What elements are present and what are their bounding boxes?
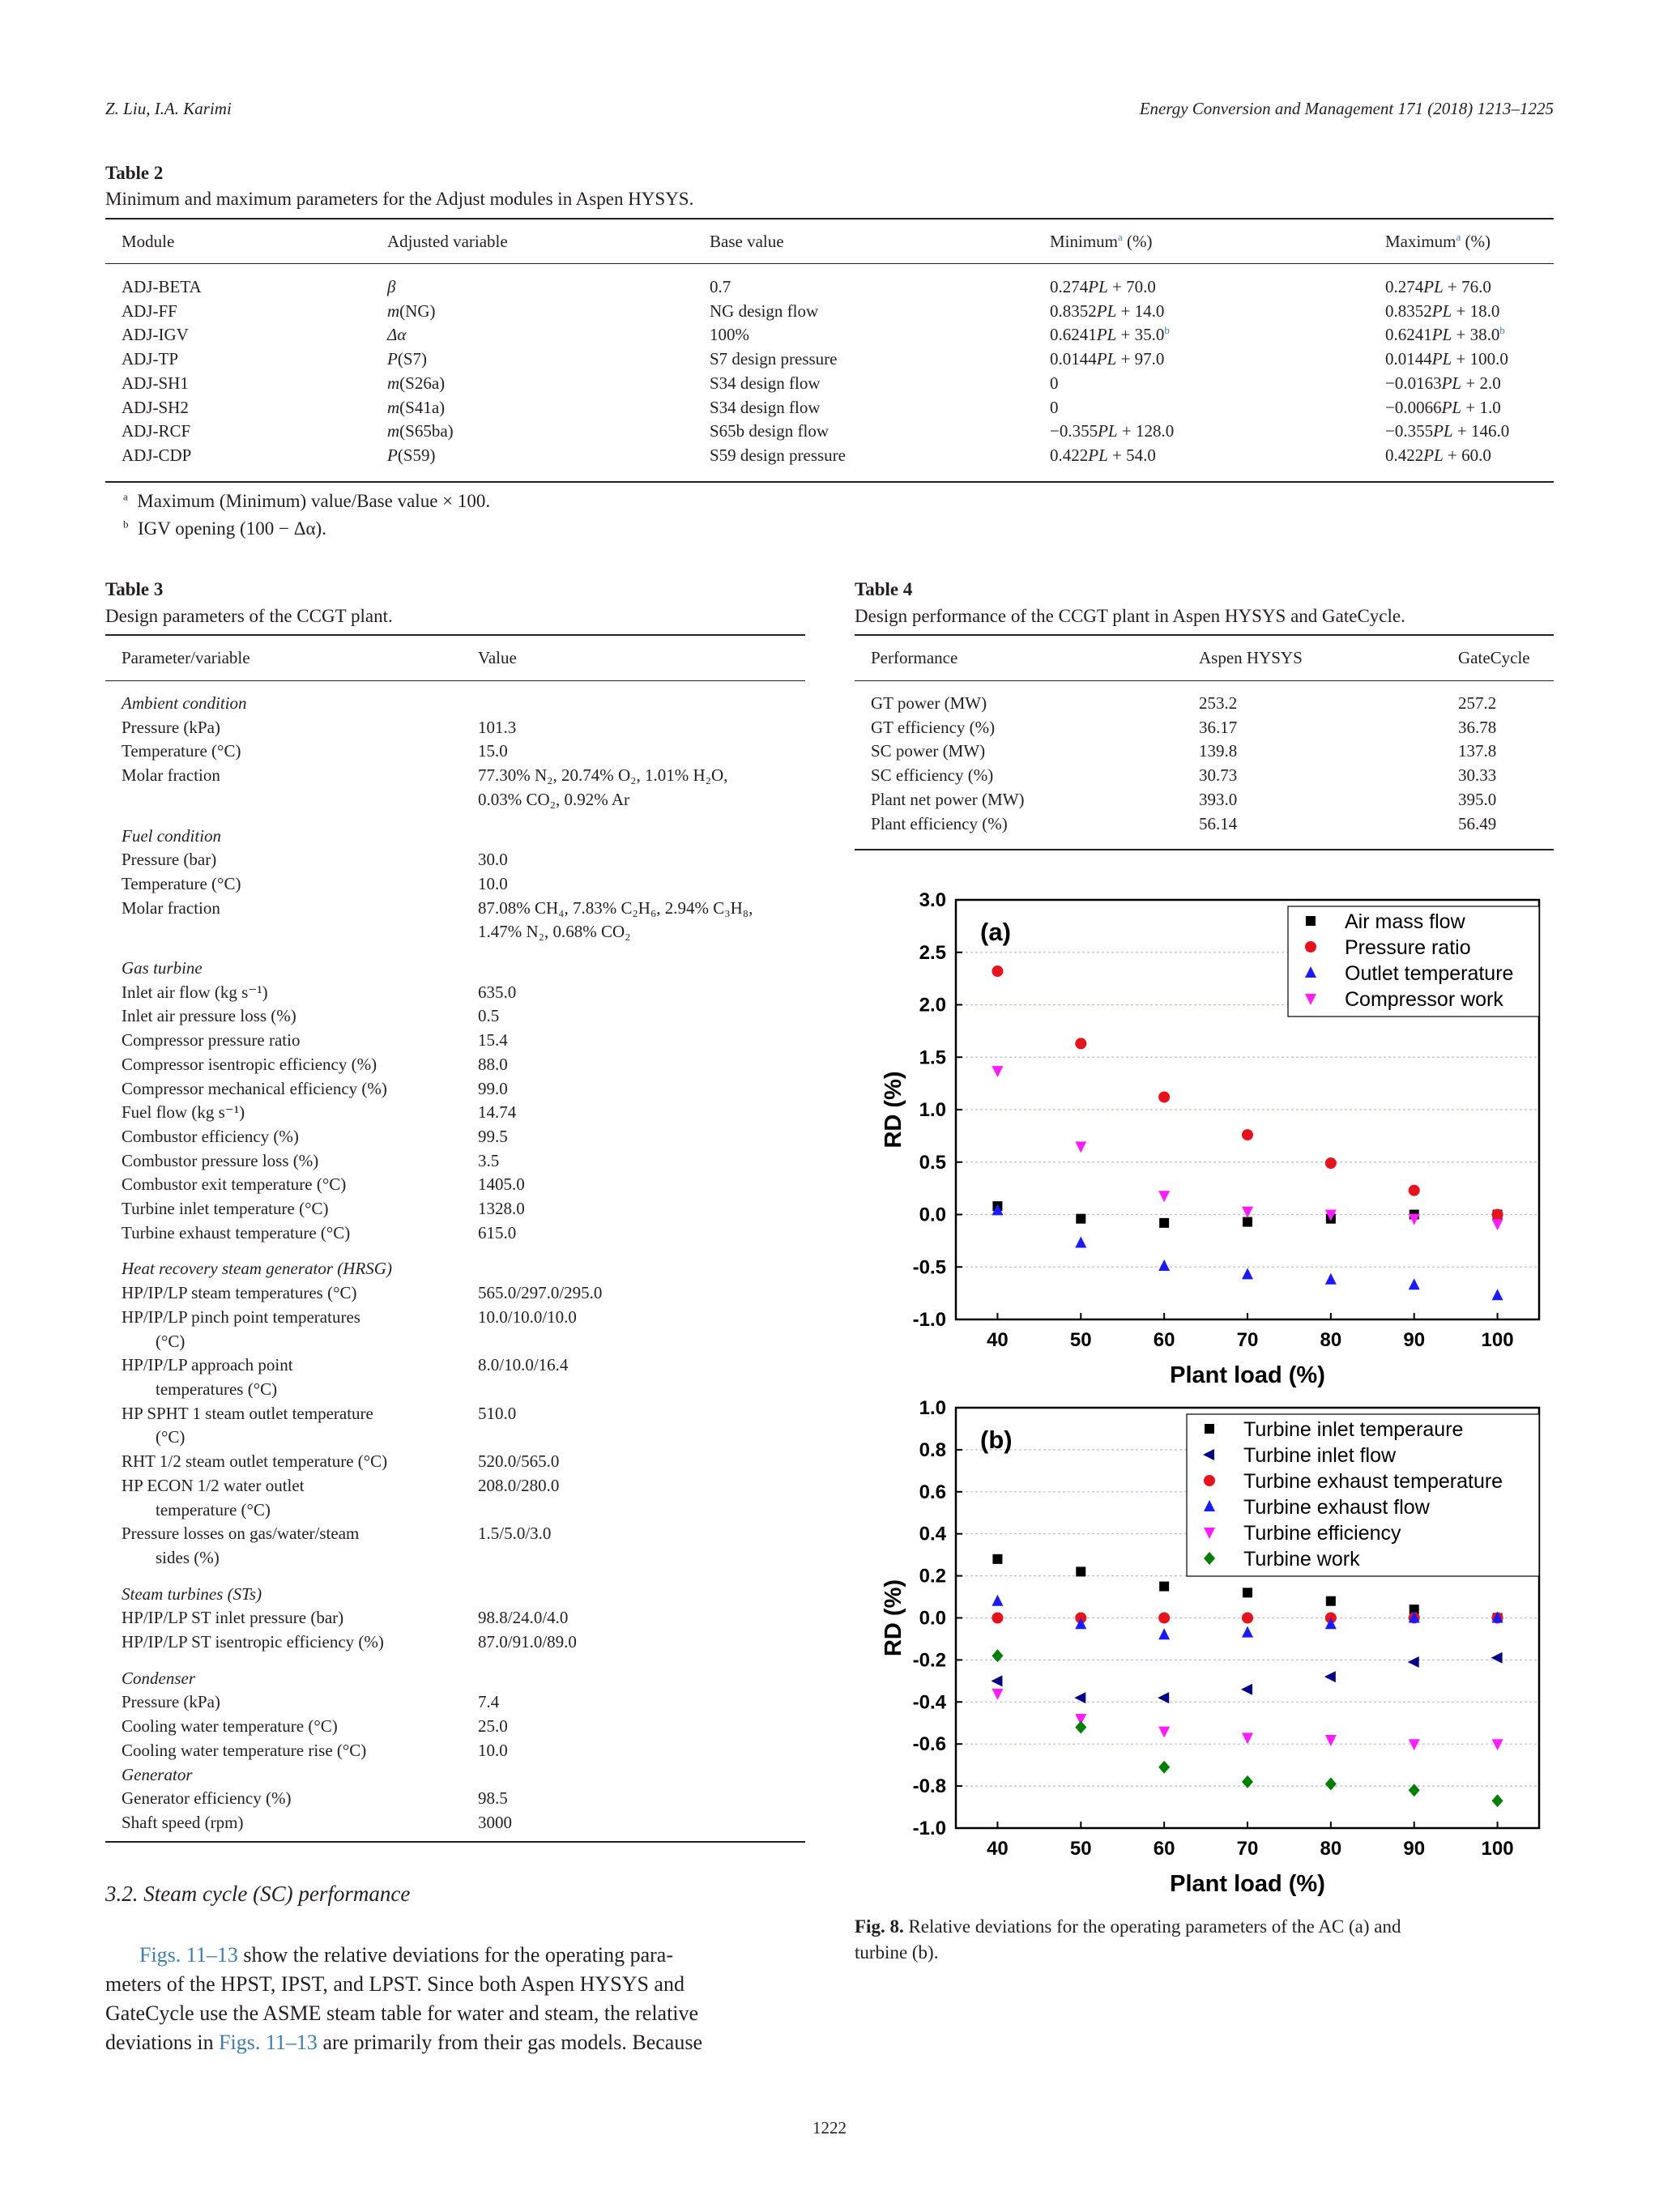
table-row xyxy=(122,444,1554,468)
table2-min: 0.6241PL + 35.0$^b$ xyxy=(1050,324,1170,345)
table-row xyxy=(122,372,1554,396)
table-row: SC efficiency (%) 30.73 30.33 xyxy=(871,765,1497,786)
x-tick-label: 90 xyxy=(1403,1329,1426,1351)
figure-caption: Fig. 8. Relative deviations for the operating parameters of the AC (a) and turbine (b). xyxy=(855,1916,1401,1963)
table2-min: 0 xyxy=(1050,373,1059,393)
table2-base: S34 design flow xyxy=(710,397,821,417)
y-tick-label: 0.8 xyxy=(919,1438,946,1461)
table-row: Pressure (bar) 30.0 xyxy=(122,850,508,870)
figs-link[interactable]: Figs. 11–13 xyxy=(139,1943,238,1967)
data-point xyxy=(1243,1588,1252,1597)
legend-label: Turbine exhaust temperature xyxy=(1243,1470,1503,1493)
data-point xyxy=(1326,1596,1336,1606)
table-row: Cooling water temperature (°C) 25.0 xyxy=(122,1716,508,1737)
data-point xyxy=(1491,1652,1503,1664)
data-point xyxy=(1076,1214,1085,1224)
table2-base: S59 design pressure xyxy=(710,445,846,465)
data-point xyxy=(1408,1656,1419,1668)
page-number: 1222 xyxy=(812,2118,847,2137)
table2-min: −0.355PL + 128.0 xyxy=(1050,421,1175,441)
table-row: Turbine exhaust temperature (°C) 615.0 xyxy=(122,1222,517,1242)
table-row: Pressure losses on gas/water/steam 1.5/5.0/3.0 xyxy=(122,1524,552,1544)
table-row: 1.47% N₂, 0.68% CO₂ xyxy=(478,922,631,942)
table-row xyxy=(122,396,1554,420)
chart-b xyxy=(867,1387,1555,1905)
y-tick-label: -1.0 xyxy=(912,1309,946,1331)
y-tick-label: 3.0 xyxy=(919,889,946,911)
table3-label: Table 3 xyxy=(105,579,164,599)
table-row: Compressor pressure ratio 15.4 xyxy=(122,1030,508,1051)
figs-link[interactable]: Figs. 11–13 xyxy=(219,2031,318,2054)
table-row: Pressure (kPa) 101.3 xyxy=(122,717,517,737)
table-row: Combustor efficiency (%) 99.5 xyxy=(122,1126,508,1146)
data-point xyxy=(1492,1794,1503,1807)
data-point xyxy=(992,1613,1003,1624)
table-row: Generator efficiency (%) 98.5 xyxy=(122,1788,508,1809)
table2-label: Table 2 xyxy=(105,163,164,183)
table3-header-rule xyxy=(105,680,805,681)
data-point xyxy=(1158,1191,1170,1202)
x-tick-label: 50 xyxy=(1069,1329,1092,1351)
table4-col-hysys: Aspen HYSYS xyxy=(1199,648,1303,667)
series-turbine-work xyxy=(992,1649,1503,1807)
table2-max: 0.8352PL + 18.0 xyxy=(1385,300,1500,321)
series-turbine-efficiency xyxy=(992,1689,1503,1750)
data-point xyxy=(1409,1214,1420,1225)
table2-min: 0 xyxy=(1050,397,1059,417)
y-tick-label: -1.0 xyxy=(912,1818,946,1839)
y-tick-label: 2.5 xyxy=(919,941,946,964)
x-tick-label: 60 xyxy=(1153,1838,1175,1860)
legend-label: Turbine inlet temperaure xyxy=(1243,1418,1464,1441)
table2-max: −0.0066PL + 1.0 xyxy=(1385,397,1501,417)
table4-col-performance: Performance xyxy=(871,648,958,667)
table-row: SC power (MW) 139.8 137.8 xyxy=(871,741,1497,761)
table-row: Molar fraction 77.30% N₂, 20.74% O₂, 1.01% H₂O, xyxy=(122,765,728,786)
table-row: HP/IP/LP ST isentropic efficiency (%) 87.0/91.0/89.0 xyxy=(122,1632,577,1652)
y-tick-label: -0.5 xyxy=(912,1256,946,1279)
x-tick-label: 100 xyxy=(1481,1838,1514,1860)
data-point xyxy=(992,1066,1003,1077)
panel-label: (b) xyxy=(980,1426,1013,1454)
table-row: Compressor isentropic efficiency (%) 88.0 xyxy=(122,1054,508,1074)
running-header-journal: Energy Conversion and Management 171 (2018) 1213–1225 xyxy=(1139,99,1554,118)
table-row: GT efficiency (%) 36.17 36.78 xyxy=(871,717,1497,737)
x-tick-label: 70 xyxy=(1236,1329,1259,1351)
y-tick-label: -0.8 xyxy=(912,1775,946,1798)
table2-base: S34 design flow xyxy=(710,373,821,393)
data-point xyxy=(1492,1219,1503,1230)
table2-max: −0.355PL + 146.0 xyxy=(1385,421,1510,441)
y-tick-label: -0.4 xyxy=(912,1691,946,1714)
x-tick-label: 80 xyxy=(1320,1329,1342,1351)
x-tick-label: 40 xyxy=(987,1838,1009,1860)
table-row: sides (%) xyxy=(156,1547,220,1567)
table-row: Pressure (kPa) 7.4 xyxy=(122,1692,500,1712)
data-point xyxy=(1159,1218,1169,1228)
data-point xyxy=(1409,1185,1420,1196)
data-point xyxy=(1242,1129,1253,1140)
y-tick-label: 0.0 xyxy=(919,1204,946,1226)
table-row xyxy=(122,300,1554,324)
table-row: Inlet air pressure loss (%) 0.5 xyxy=(122,1006,500,1026)
y-tick-label: 0.6 xyxy=(919,1481,946,1503)
table-row: Turbine inlet temperature (°C) 1328.0 xyxy=(122,1199,525,1219)
data-point xyxy=(1241,1684,1252,1695)
table-row: Plant efficiency (%) 56.14 56.49 xyxy=(871,813,1497,833)
section-paragraph: Figs. 11–13 show the relative deviations for the operating para- meters of the HPST, IPST, and LPST. Since both Aspen HYSYS and GateCycle use the ASME steam table for water and steam, the relative deviations in Figs. 11–13 are primarily from their gas models. Because xyxy=(105,1943,702,2054)
table2-variable: β xyxy=(387,277,396,296)
data-point xyxy=(1158,1259,1170,1271)
legend-label: Turbine exhaust flow xyxy=(1243,1496,1430,1519)
table3-col-value: Value xyxy=(478,648,517,667)
y-tick-label: 0.5 xyxy=(919,1151,946,1174)
table3-section-steam-turbines: Steam turbines (STs) xyxy=(122,1583,262,1604)
table-row: Combustor pressure loss (%) 3.5 xyxy=(122,1150,500,1170)
legend-label: Turbine inlet flow xyxy=(1243,1444,1397,1467)
table2-module: ADJ-FF xyxy=(122,300,177,321)
y-tick-label: 1.0 xyxy=(919,1099,946,1121)
table2-top-rule xyxy=(105,218,1554,219)
table-row: Inlet air flow (kg s⁻¹) 635.0 xyxy=(122,982,517,1002)
table-row: Temperature (°C) 15.0 xyxy=(122,741,508,761)
table2-base: NG design flow xyxy=(710,300,819,321)
legend-marker xyxy=(1305,941,1316,953)
data-point xyxy=(1158,1727,1170,1738)
table2-footnote-b: $^b$ IGV opening (100 − Δα). xyxy=(123,518,326,539)
table-row: HP SPHT 1 steam outlet temperature 510.0 xyxy=(122,1403,517,1423)
data-point xyxy=(1325,1157,1337,1169)
y-tick-label: 1.0 xyxy=(919,1397,946,1419)
table-row: Combustor exit temperature (°C) 1405.0 xyxy=(122,1174,525,1195)
data-point xyxy=(1074,1692,1085,1703)
table2-variable: m(NG) xyxy=(387,300,436,321)
table2-module: ADJ-BETA xyxy=(122,277,202,296)
table-row: HP/IP/LP steam temperatures (°C) 565.0/297.0/295.0 xyxy=(122,1283,603,1303)
table2-variable: m(S41a) xyxy=(387,397,446,417)
data-point xyxy=(1158,1091,1170,1102)
table-row: 0.03% CO₂, 0.92% Ar xyxy=(478,789,629,809)
data-point xyxy=(1242,1207,1253,1218)
table3-bottom-rule xyxy=(105,1841,805,1843)
data-point xyxy=(1158,1761,1170,1774)
table-row xyxy=(122,275,1554,300)
table-row: RHT 1/2 steam outlet temperature (°C) 520.0/565.0 xyxy=(122,1451,560,1472)
table2-variable: P(S59) xyxy=(387,445,436,465)
table2-max: 0.0144PL + 100.0 xyxy=(1385,349,1508,369)
x-tick-label: 90 xyxy=(1403,1838,1426,1860)
y-axis-label: RD (%) xyxy=(881,1579,906,1657)
table3-section-hrsg: Heat recovery steam generator (HRSG) xyxy=(122,1259,392,1279)
table2-module: ADJ-TP xyxy=(122,349,179,369)
table2-min: 0.8352PL + 14.0 xyxy=(1050,300,1165,321)
data-point xyxy=(1075,1038,1086,1049)
table2-col-max: Maximum$^a$ (%) xyxy=(1385,231,1491,251)
data-point xyxy=(1325,1273,1337,1285)
panel-label: (a) xyxy=(980,918,1011,946)
data-point xyxy=(1242,1268,1253,1279)
series-compressor-work xyxy=(992,1066,1503,1230)
y-tick-label: 0.2 xyxy=(919,1565,946,1588)
data-point xyxy=(1409,1278,1420,1289)
table4-label: Table 4 xyxy=(855,579,913,599)
table-row xyxy=(122,420,1554,444)
x-tick-label: 80 xyxy=(1320,1838,1342,1860)
x-axis-label: Plant load (%) xyxy=(1170,1362,1325,1388)
table2-min: 0.274PL + 70.0 xyxy=(1050,277,1156,296)
table-row: Plant net power (MW) 393.0 395.0 xyxy=(871,789,1497,809)
table-row: Compressor mechanical efficiency (%) 99.0 xyxy=(122,1078,508,1098)
table2-caption: Minimum and maximum parameters for the Adjust modules in Aspen HYSYS. xyxy=(105,189,694,209)
data-point xyxy=(991,1675,1002,1686)
table3-section-gas-turbine: Gas turbine xyxy=(122,958,203,978)
table2-body xyxy=(122,275,1554,468)
table2-module: ADJ-CDP xyxy=(122,445,192,465)
table4-header-rule xyxy=(855,680,1554,681)
table2-footnote-a: $^a$ Maximum (Minimum) value/Base value × 100. xyxy=(123,490,491,511)
y-tick-label: -0.2 xyxy=(912,1649,946,1672)
table4-top-rule xyxy=(855,634,1554,636)
x-tick-label: 70 xyxy=(1236,1838,1259,1860)
table2-variable: P(S7) xyxy=(387,349,427,369)
data-point xyxy=(1075,1720,1086,1733)
data-point xyxy=(1158,1628,1170,1639)
table2-col-module: Module xyxy=(122,232,175,251)
table-row: temperature (°C) xyxy=(156,1499,271,1519)
table2-max: −0.0163PL + 2.0 xyxy=(1385,373,1501,393)
x-tick-label: 60 xyxy=(1153,1329,1175,1351)
legend-label: Pressure ratio xyxy=(1345,936,1471,959)
legend-marker xyxy=(1204,1475,1215,1486)
chart-a xyxy=(867,879,1555,1397)
table2-base: S65b design flow xyxy=(710,421,829,441)
table3-caption: Design parameters of the CCGT plant. xyxy=(105,606,393,626)
table2-min: 0.0144PL + 97.0 xyxy=(1050,349,1165,369)
data-point xyxy=(1075,1236,1086,1247)
table-row: temperatures (°C) xyxy=(156,1379,278,1399)
legend-label: Turbine efficiency xyxy=(1243,1522,1401,1545)
data-point xyxy=(1158,1613,1170,1624)
y-tick-label: 0.4 xyxy=(919,1523,946,1545)
table2-max: 0.6241PL + 38.0$^b$ xyxy=(1385,324,1505,345)
data-point xyxy=(1325,1778,1337,1791)
data-point xyxy=(992,1554,1002,1564)
table-row: HP/IP/LP pinch point temperatures 10.0/10.0/10.0 xyxy=(122,1306,577,1327)
data-point xyxy=(1409,1739,1420,1750)
table2-base: S7 design pressure xyxy=(710,349,838,369)
data-point xyxy=(1242,1626,1253,1638)
table2-module: ADJ-RCF xyxy=(122,421,191,441)
data-point xyxy=(1324,1671,1336,1682)
table3-body xyxy=(122,692,802,1835)
table2-max: 0.422PL + 60.0 xyxy=(1385,445,1491,465)
table2-col-base: Base value xyxy=(710,232,784,251)
data-point xyxy=(1492,1289,1503,1300)
table2-base: 0.7 xyxy=(710,277,731,296)
table2-variable: m(S65ba) xyxy=(387,421,454,441)
data-point xyxy=(1242,1733,1253,1744)
table-row: Cooling water temperature rise (°C) 10.0 xyxy=(122,1740,508,1760)
table3-section-condenser: Condenser xyxy=(122,1668,195,1688)
legend-label: Outlet temperature xyxy=(1345,962,1514,985)
data-point xyxy=(1242,1613,1253,1624)
table-row: HP/IP/LP approach point 8.0/10.0/16.4 xyxy=(122,1355,569,1375)
running-header-authors: Z. Liu, I.A. Karimi xyxy=(105,99,232,118)
data-point xyxy=(1492,1209,1503,1221)
legend-label: Turbine work xyxy=(1243,1548,1360,1571)
data-point xyxy=(992,1595,1003,1606)
table4-col-gatecycle: GateCycle xyxy=(1458,648,1530,667)
table2-base: 100% xyxy=(710,325,749,345)
y-tick-label: 1.5 xyxy=(919,1046,946,1069)
legend-label: Compressor work xyxy=(1345,988,1503,1011)
data-point xyxy=(1243,1217,1252,1227)
x-tick-label: 40 xyxy=(987,1329,1009,1351)
legend-marker xyxy=(1205,1424,1214,1434)
table3-top-rule xyxy=(105,634,805,636)
table2-module: ADJ-IGV xyxy=(122,325,189,345)
table-row: (°C) xyxy=(156,1427,186,1447)
data-point xyxy=(1159,1582,1169,1592)
table4-bottom-rule xyxy=(855,849,1554,850)
table-row: Fuel flow (kg s⁻¹) 14.74 xyxy=(122,1102,517,1123)
table2-min: 0.422PL + 54.0 xyxy=(1050,445,1156,465)
table2-col-variable: Adjusted variable xyxy=(387,232,508,251)
data-point xyxy=(1076,1566,1085,1576)
y-tick-label: 2.0 xyxy=(919,994,946,1016)
table-row xyxy=(122,323,1554,347)
x-tick-label: 50 xyxy=(1069,1838,1092,1860)
table-row: GT power (MW) 253.2 257.2 xyxy=(871,693,1497,713)
data-point xyxy=(1075,1141,1086,1153)
table-row: HP ECON 1/2 water outlet 208.0/280.0 xyxy=(122,1475,560,1495)
data-point xyxy=(1158,1692,1169,1703)
data-point xyxy=(1325,1735,1337,1746)
section-heading: 3.2. Steam cycle (SC) performance xyxy=(105,1882,411,1906)
table3-section-ambient: Ambient condition xyxy=(122,693,247,713)
x-tick-label: 100 xyxy=(1481,1329,1514,1351)
table4-body xyxy=(871,692,1554,836)
table2-variable: Δα xyxy=(387,325,407,345)
table2-module: ADJ-SH1 xyxy=(122,373,189,393)
data-point xyxy=(992,965,1003,977)
data-point xyxy=(1492,1739,1503,1750)
table-row: (°C) xyxy=(156,1331,186,1351)
table-row: HP/IP/LP ST inlet pressure (bar) 98.8/24.0/4.0 xyxy=(122,1608,569,1628)
table3-section-fuel: Fuel condition xyxy=(122,825,222,846)
table4-caption: Design performance of the CCGT plant in Aspen HYSYS and GateCycle. xyxy=(855,606,1405,626)
table-row xyxy=(122,347,1554,372)
table2-col-min: Minimum$^a$ (%) xyxy=(1050,231,1153,251)
table2-module: ADJ-SH2 xyxy=(122,397,189,417)
y-tick-label: 0.0 xyxy=(919,1607,946,1630)
table3-section-generator: Generator xyxy=(122,1764,193,1784)
y-tick-label: -0.6 xyxy=(912,1733,946,1756)
table3-col-param: Parameter/variable xyxy=(122,648,250,667)
data-point xyxy=(992,1689,1003,1700)
x-axis-label: Plant load (%) xyxy=(1170,1871,1325,1897)
legend-marker xyxy=(1306,916,1316,926)
table2-header-rule xyxy=(105,263,1554,264)
y-axis-label: RD (%) xyxy=(881,1071,906,1149)
table2-bottom-rule xyxy=(105,481,1554,483)
legend-label: Air mass flow xyxy=(1345,910,1465,933)
table2-max: 0.274PL + 76.0 xyxy=(1385,277,1491,296)
table-row: Temperature (°C) 10.0 xyxy=(122,873,508,893)
table-row: Molar fraction 87.08% CH₄, 7.83% C₂H₆, 2.94% C₃H₈, xyxy=(122,897,753,918)
table-row: Shaft speed (rpm) 3000 xyxy=(122,1812,512,1832)
table2-variable: m(S26a) xyxy=(387,373,446,393)
